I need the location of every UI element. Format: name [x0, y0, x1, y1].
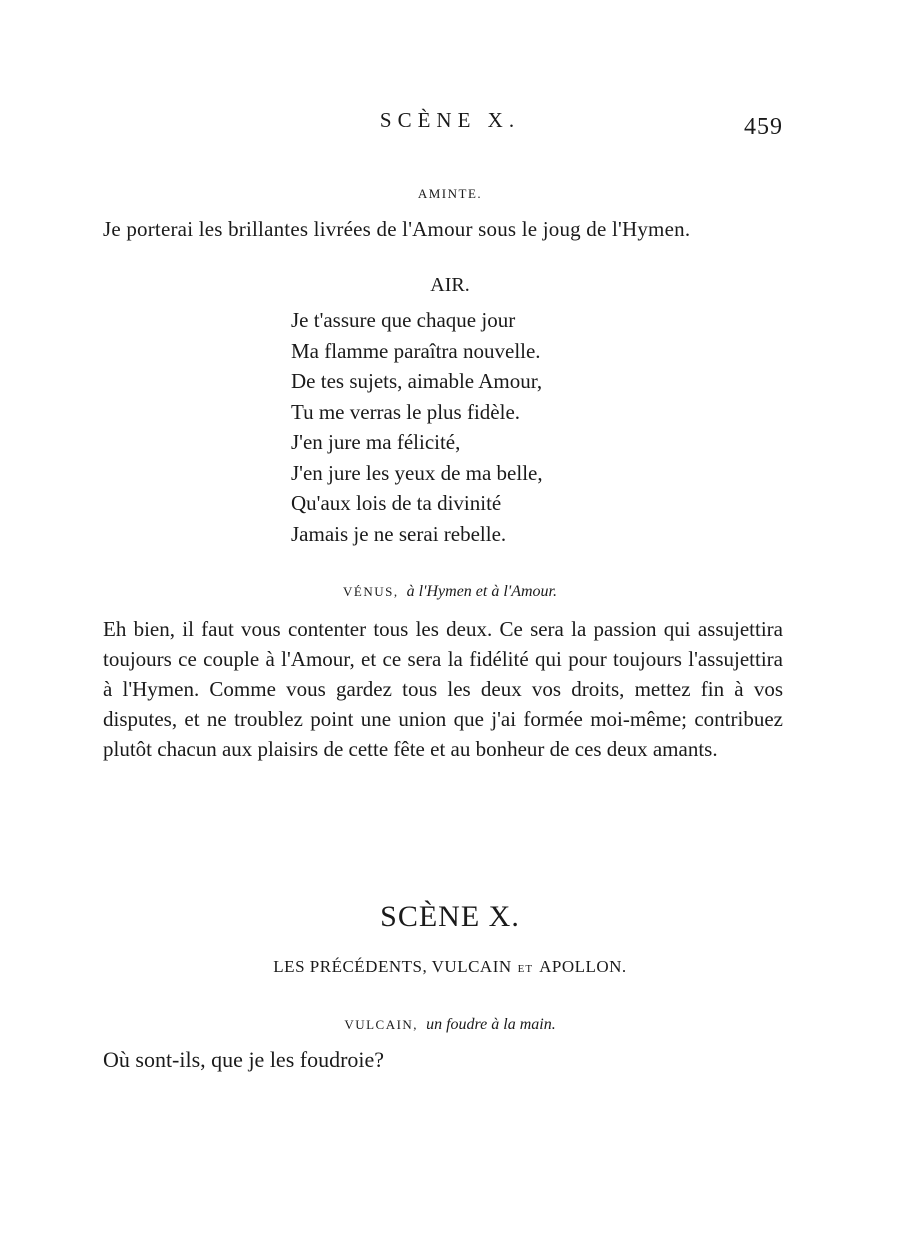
speaker-name: VÉNUS, [343, 584, 399, 599]
air-title: AIR. [430, 274, 470, 296]
speaker-name: VULCAIN, [344, 1017, 419, 1032]
speaker-vulcain [0, 1016, 900, 1034]
verse-line: Je t'assure que chaque jour [291, 308, 516, 332]
air-verse [291, 305, 543, 549]
speaker-name: AMINTE. [417, 186, 483, 201]
scene-characters [0, 957, 900, 977]
verse-line: Qu'aux lois de ta divinité [291, 491, 502, 515]
stage-direction: un foudre à la main. [426, 1016, 556, 1033]
characters-left: LES PRÉCÉDENTS, VULCAIN [273, 957, 512, 976]
characters-joiner: ET [517, 963, 534, 975]
stage-direction: à l'Hymen et à l'Amour. [406, 583, 557, 600]
page-number: 459 [744, 114, 783, 140]
verse-line: Jamais je ne serai rebelle. [291, 521, 507, 546]
characters-right: APOLLON. [539, 957, 627, 976]
vulcain-line: Où sont-ils, que je les foudroie? [103, 1047, 385, 1072]
aminte-line: Je porterai les brillantes livrées de l'Amour sous le joug de l'Hymen. [103, 217, 691, 241]
verse-line: De tes sujets, aimable Amour, [291, 369, 543, 393]
verse-line: J'en jure les yeux de ma belle, [291, 460, 543, 485]
verse-line: Tu me verras le plus fidèle. [291, 399, 521, 424]
running-head: SCÈNE X. [379, 108, 521, 132]
verse-line: J'en jure ma félicité, [291, 430, 461, 454]
speaker-venus [0, 583, 900, 601]
venus-speech: Eh bien, il faut vous contenter tous les deux. Ce sera la passion qui assujettira toujours ce couple à l'Amour, et ce sera la fidélité qui pour toujours l'assujettira à l'Hymen. Comme vous gardez tous les deux vos droits, mettez fin à vos disputes, et ne troublez point une union que j'ai formée moi-même; contribuez plutôt chacun aux plaisirs de cette fête et au bonheur de ces deux amants. [103, 617, 783, 761]
scene-title: SCÈNE X. [380, 900, 520, 933]
speaker-aminte [0, 186, 900, 202]
verse-line: Ma flamme paraîtra nouvelle. [291, 338, 541, 363]
